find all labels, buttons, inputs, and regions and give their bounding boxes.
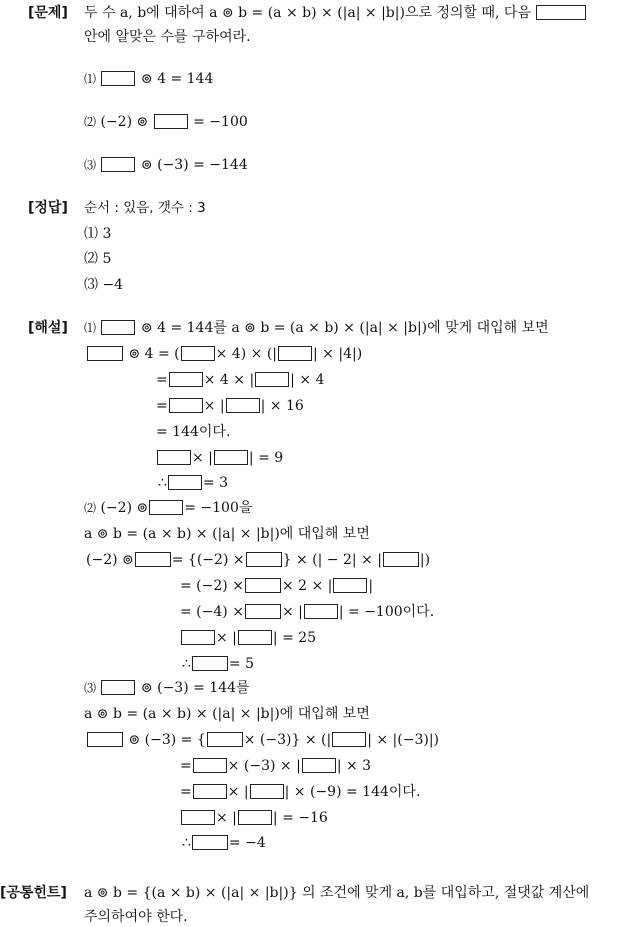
problem-tag: [문제]	[28, 5, 68, 21]
solution-3-step-2: = × (−3) × | | × 3	[180, 758, 372, 774]
answer-blank	[101, 157, 135, 172]
solution-3-step-4: × | | = −16	[180, 809, 328, 827]
solution-1-step-1: ⊚ 4 = ( × 4) × (| | × |4|)	[86, 345, 362, 363]
hint-tag: [공통힌트]	[0, 885, 67, 901]
answer-item-2: ⑵ 5	[84, 251, 112, 267]
solution-1-step-2: = × 4 × | | × 4	[156, 372, 325, 388]
problem-line-1	[84, 4, 587, 22]
answer-blank	[536, 5, 586, 20]
solution-2-step-3: = (−4) × × | | = −100이다.	[180, 604, 435, 620]
solution-1-step-3: = × | | × 16	[156, 398, 304, 414]
solution-1-step-4: = 144이다.	[156, 424, 231, 440]
solution-3-intro: ⑶ ⊚ (−3) = 144를	[84, 680, 250, 696]
answer-item-1: ⑴ 3	[84, 226, 112, 242]
solution-1-intro: ⑴ ⊚ 4 = 144를 a ⊚ b = (a × b) × (|a| × |b|)에 맞게 대입해 보면	[84, 320, 549, 336]
solution-2-step-4: × | | = 25	[180, 629, 316, 647]
problem-item-1: ⑴ ⊚ 4 = 144	[84, 71, 214, 87]
solution-tag: [해설]	[28, 320, 68, 336]
solution-2-step-5: ∴ = 5	[182, 656, 255, 672]
hint-line-2: 주의하여야 한다.	[84, 909, 188, 925]
solution-3-sub: a ⊚ b = (a × b) × (|a| × |b|)에 대입해 보면	[84, 706, 370, 722]
answer-item-3: ⑶ −4	[84, 277, 124, 293]
answer-blank	[154, 114, 188, 129]
answer-tag: [정답]	[28, 200, 68, 216]
solution-3-step-1: ⊚ (−3) = { × (−3)} × (| | × |(−3)|)	[86, 731, 439, 749]
problem-line-2: 안에 알맞은 수를 구하여라.	[84, 29, 251, 45]
solution-3-step-3: = × | | × (−9) = 144이다.	[180, 784, 421, 800]
solution-3-step-5: ∴ = −4	[182, 835, 266, 851]
hint-line-1: a ⊚ b = {(a × b) × (|a| × |b|)} 의 조건에 맞게 a, b를 대입하고, 절댓값 계산에	[84, 885, 590, 901]
answer-order-line: 순서 : 있음, 갯수 : 3	[84, 200, 206, 216]
solution-1-step-6: ∴ = 3	[158, 475, 229, 491]
solution-2-step-1: (−2) ⊚ = {(−2) × } × (| − 2| × | |)	[86, 552, 431, 568]
problem-item-2: ⑵ (−2) ⊚ = −100	[84, 114, 248, 130]
problem-text-1: 두 수 a, b에 대하여 a ⊚ b = (a × b) × (|a| × |b|)으로 정의할 때, 다음	[84, 5, 531, 21]
answer-blank	[101, 71, 135, 86]
solution-2-intro: ⑵ (−2) ⊚ = −100을	[84, 500, 253, 516]
answer-blank	[101, 320, 135, 335]
solution-2-step-2: = (−2) × × 2 × | |	[180, 578, 374, 594]
solution-2-sub: a ⊚ b = (a × b) × (|a| × |b|)에 대입해 보면	[84, 526, 370, 542]
solution-1-step-5: × | | = 9	[156, 449, 283, 467]
problem-item-3: ⑶ ⊚ (−3) = −144	[84, 157, 248, 173]
